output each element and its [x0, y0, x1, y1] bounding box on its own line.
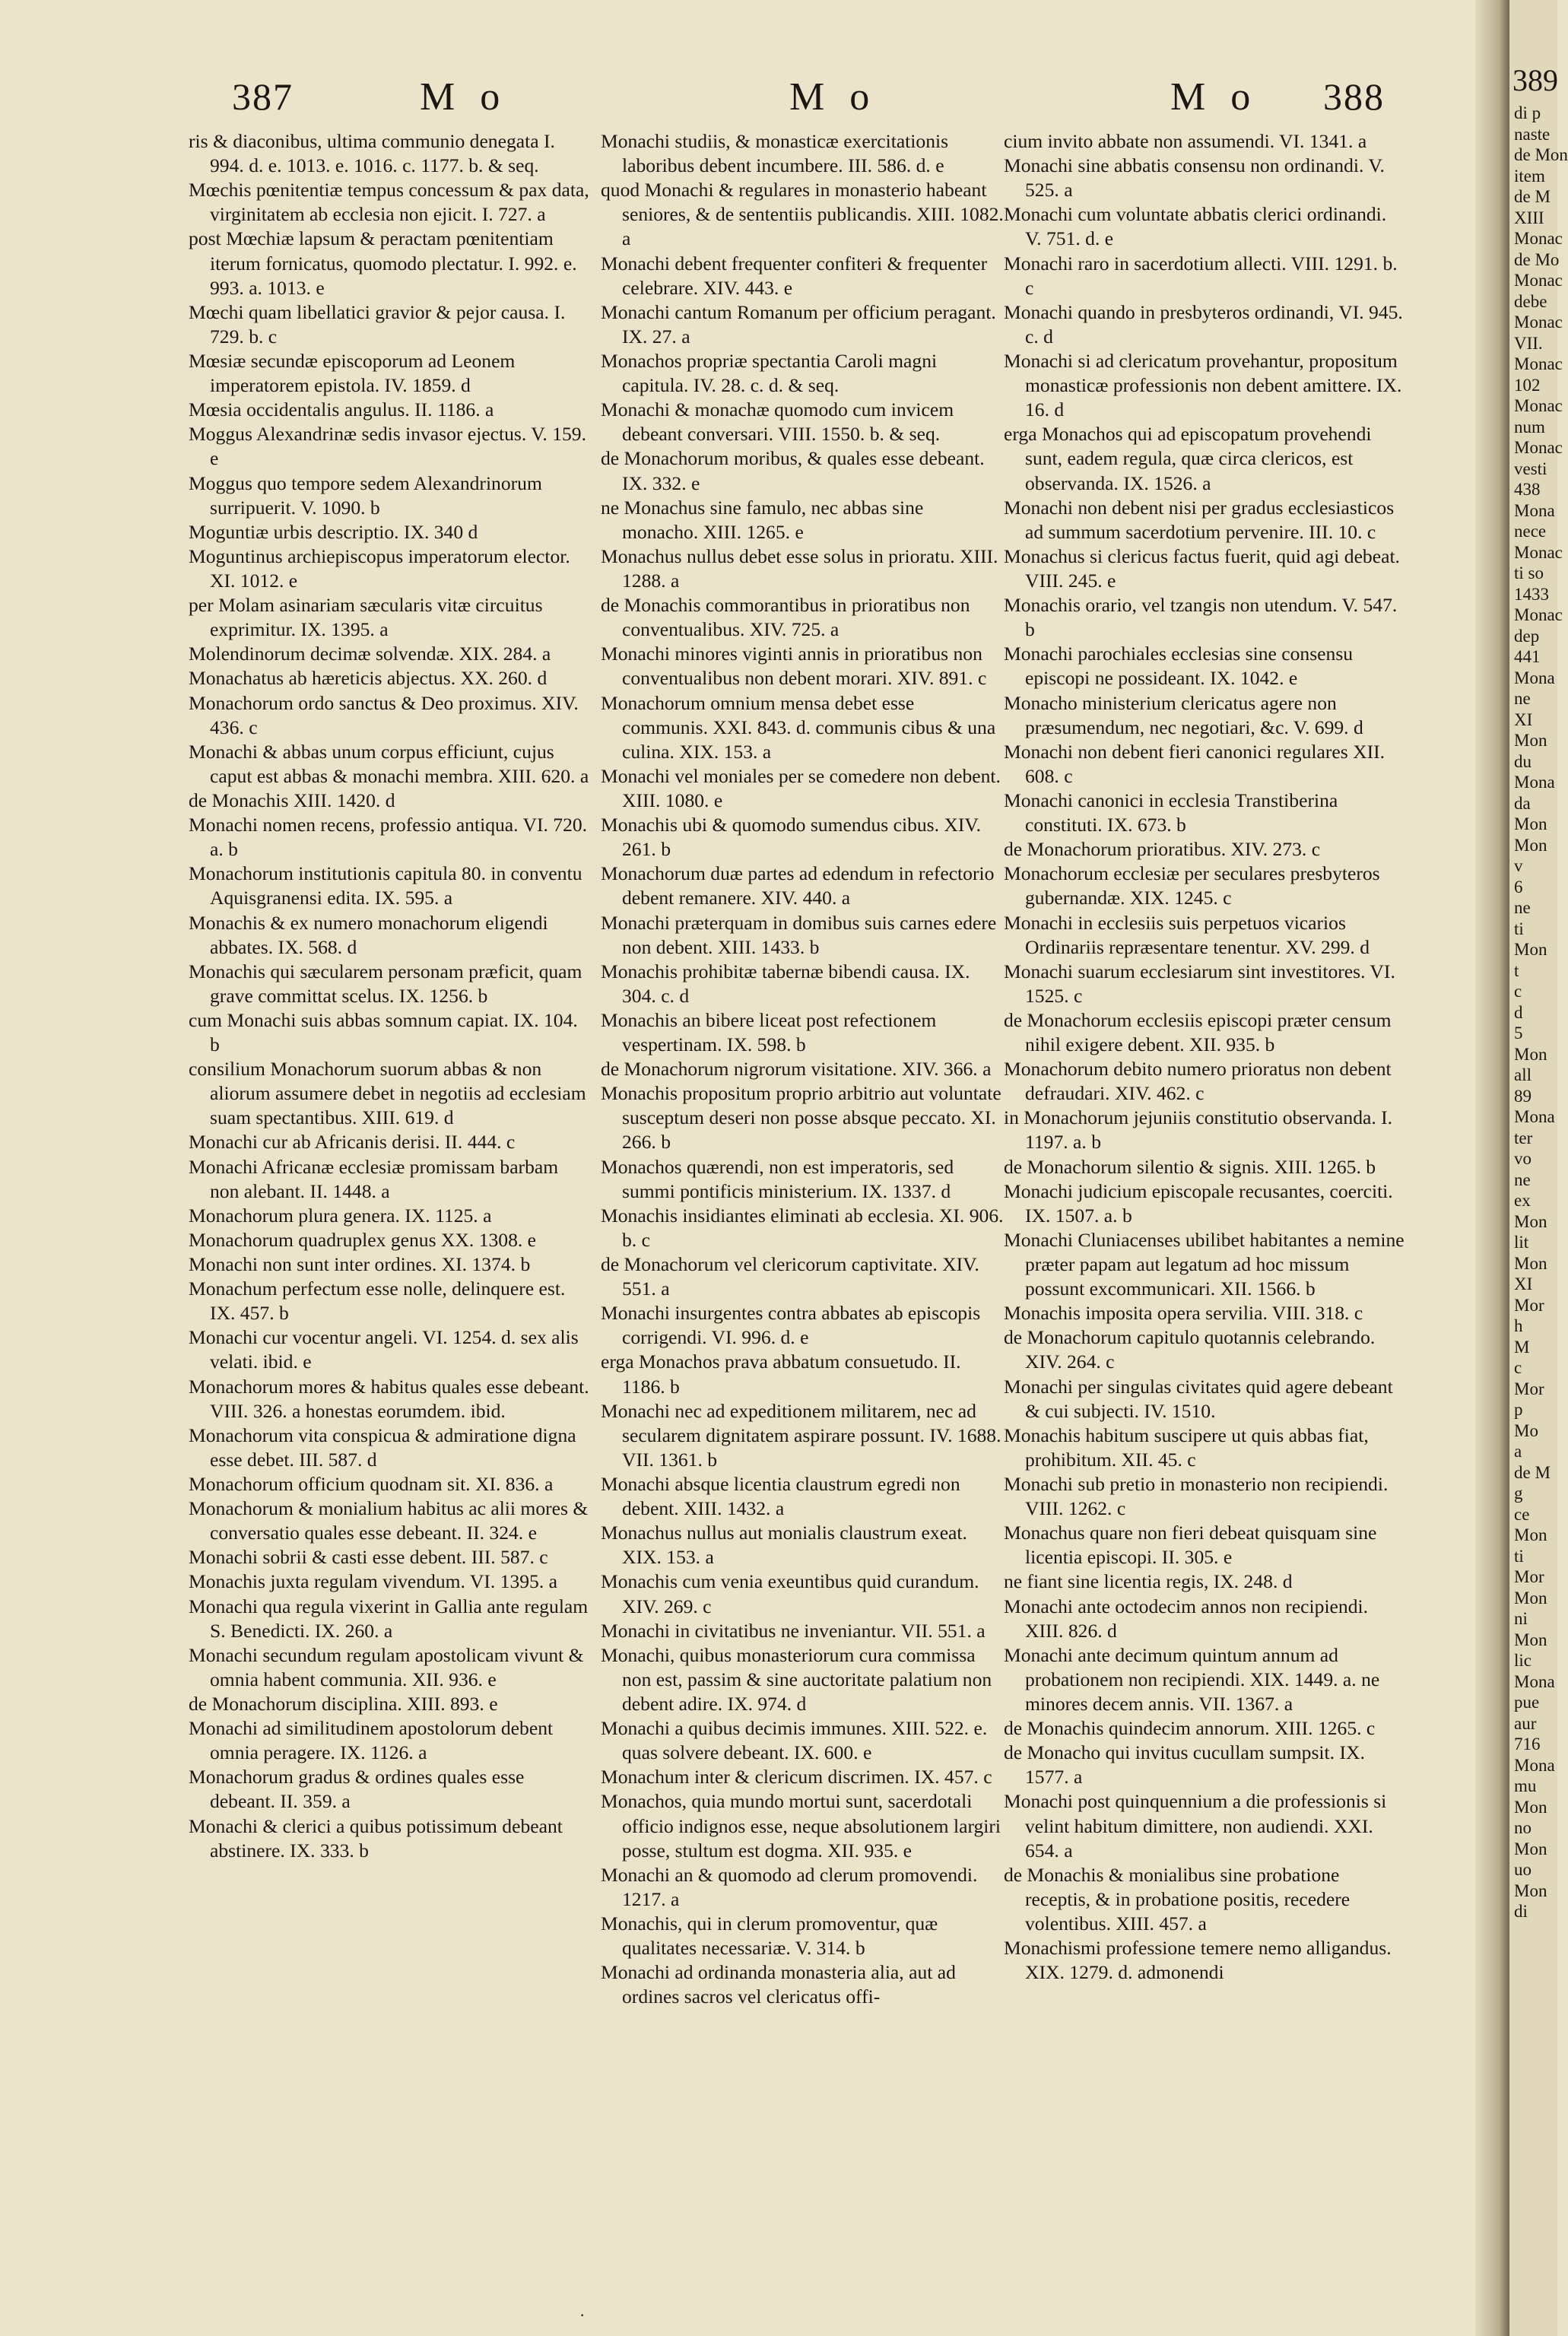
next-page-fragment: Monac: [1514, 229, 1563, 248]
next-page-fragment: Mor: [1514, 1567, 1544, 1586]
index-entry: Monachi quando in presbyteros ordinandi, VI. 945. c. d: [1004, 300, 1403, 348]
next-page-fragment: de Mon: [1514, 145, 1568, 164]
left-running-head: M o: [420, 75, 508, 119]
index-entry: Monachos propriæ spectantia Caroli magni capitula. IV. 28. c. d. & seq.: [601, 349, 938, 397]
next-page-fragment: Monac: [1514, 354, 1563, 373]
next-page-fragment: num: [1514, 417, 1545, 436]
next-page-fragment: 441: [1514, 647, 1541, 666]
index-entry: Monachorum officium quodnam sit. XI. 836. a: [189, 1473, 554, 1496]
next-page-fragment: debe: [1514, 291, 1547, 311]
index-entry: Monachum perfectum esse nolle, delinquere est. IX. 457. b: [189, 1278, 566, 1325]
next-page-fragment: item: [1514, 166, 1545, 186]
next-page-fragment: Monac: [1514, 605, 1563, 624]
next-page-fragment: Mon: [1514, 1525, 1547, 1544]
index-entry: Monachismi professione temere nemo alligandus. XIX. 1279. d. admonendi: [1004, 1937, 1392, 1984]
footer-mark: ·: [579, 2306, 586, 2325]
next-page-fragment: Monac: [1514, 313, 1563, 332]
next-page-fragment: ti so: [1514, 563, 1544, 582]
next-page-fragments: [1509, 103, 1568, 1922]
index-entry: Monachi sine abbatis consensu non ordinandi. V. 525. a: [1004, 154, 1385, 202]
next-page-fragment: vesti: [1514, 459, 1547, 478]
next-page-fragment: c: [1514, 982, 1522, 1001]
index-entry: ris & diaconibus, ultima communio denegata I. 994. d. e. 1013. e. 1016. c. 1177. b. & seq.: [189, 130, 555, 177]
index-entry: Monachi an & quomodo ad clerum promovendi. 1217. a: [601, 1863, 978, 1910]
next-page-fragment: Mon: [1514, 940, 1547, 959]
index-entry: Mœchi quam libellatici gravior & pejor causa. I. 729. b. c: [189, 300, 566, 348]
index-entry: Monachis juxta regulam vivendum. VI. 1395. a: [189, 1570, 558, 1593]
index-entry: Mœsiæ secundæ episcoporum ad Leonem imperatorem epistola. IV. 1859. d: [189, 349, 516, 397]
index-entry: Moggus quo tempore sedem Alexandrinorum surripuerit. V. 1090. b: [189, 471, 542, 519]
index-entry: Monachis propositum proprio arbitrio aut voluntate susceptum deseri non posse absque peccato. XI. 266. b: [601, 1082, 1001, 1154]
index-entry: de Monachorum silentio & signis. XIII. 1265. b: [1004, 1155, 1376, 1178]
next-page-fragment: Mon: [1514, 1630, 1547, 1649]
index-entry: Monachi non sunt inter ordines. XI. 1374. b: [189, 1253, 531, 1276]
next-page-fragment: 5: [1514, 1024, 1523, 1043]
index-entry: Monachorum mores & habitus quales esse debeant. VIII. 326. a honestas eorumdem. ibid.: [189, 1375, 589, 1422]
index-entry: Monachorum ecclesiæ per seculares presbyteros gubernandæ. XIX. 1245. c: [1004, 862, 1380, 909]
index-entry: Monachi suarum ecclesiarum sint investitores. VI. 1525. c: [1004, 960, 1395, 1007]
next-page-fragment: VII.: [1514, 333, 1543, 353]
index-entry: Monachi, quibus monasteriorum cura commissa non est, passim & sine auctoritate palatium non debent adire. IX. 974. d: [601, 1643, 992, 1715]
next-page-fragment: 716: [1514, 1735, 1541, 1754]
index-entry: consilium Monachorum suorum abbas & non aliorum assumere debet in negotiis ad ecclesiam suam spectantibus. XIII. 619. d: [189, 1058, 586, 1129]
next-page-fragment: di p: [1514, 103, 1541, 122]
next-page-fragment: Mon: [1514, 1839, 1547, 1858]
index-entry: Monachos quærendi, non est imperatoris, sed summi pontificis ministerium. IX. 1337. d: [601, 1155, 954, 1202]
next-page-fragment: Mon: [1514, 835, 1547, 855]
next-page-fragment: di: [1514, 1902, 1528, 1921]
index-entry: erga Monachos qui ad episcopatum provehendi sunt, eadem regula, quæ circa clericos, est observanda. IX. 1526. a: [1004, 423, 1372, 494]
index-entry: cum Monachi suis abbas somnum capiat. IX. 104. b: [189, 1008, 578, 1056]
index-entry: Monachorum duæ partes ad edendum in refectorio debent remanere. XIV. 440. a: [601, 862, 995, 909]
left-page-number: 387: [232, 75, 294, 118]
next-page-fragment: Mo: [1514, 1420, 1538, 1440]
next-page-fragment: Mon: [1514, 1044, 1547, 1064]
index-entry: Monachi & monachæ quomodo cum invicem debeant conversari. VIII. 1550. b. & seq.: [601, 398, 954, 446]
index-entry: Monachi sub pretio in monasterio non recipiendi. VIII. 1262. c: [1004, 1473, 1389, 1520]
next-page-fragment: mu: [1514, 1776, 1537, 1795]
index-entry: Monachus quare non fieri debeat quisquam sine licentia episcopi. II. 305. e: [1004, 1522, 1377, 1569]
next-page-fragment: XIII: [1514, 208, 1544, 227]
index-entry: Monachorum quadruplex genus XX. 1308. e: [189, 1228, 537, 1251]
index-entry: Monachi insurgentes contra abbates ab episcopis corrigendi. VI. 996. d. e: [601, 1302, 981, 1349]
index-entry: Monachis cum venia exeuntibus quid curandum. XIV. 269. c: [601, 1570, 979, 1617]
index-entry: de Monachorum nigrorum visitatione. XIV. 366. a: [601, 1058, 992, 1081]
next-page-fragment: XI: [1514, 1274, 1533, 1293]
next-page-fragment: da: [1514, 793, 1531, 813]
next-page-fragment: Mon: [1514, 731, 1547, 750]
index-entry: Monachis prohibitæ tabernæ bibendi causa. IX. 304. c. d: [601, 960, 970, 1007]
index-entry: Monachi per singulas civitates quid agere debeant & cui subjecti. IV. 1510.: [1004, 1375, 1393, 1422]
index-entry: Monachi ante octodecim annos non recipiendi. XIII. 826. d: [1004, 1595, 1369, 1642]
index-entry: per Molam asinariam sæcularis vitæ circuitus exprimitur. IX. 1395. a: [189, 594, 543, 641]
index-entry: Monachi nec ad expeditionem militarem, nec ad secularem dignitatem aspirare possunt. IV. 1688. VII. 1361. b: [601, 1399, 1001, 1471]
next-page-fragment: no: [1514, 1818, 1531, 1837]
next-page-fragment: aur: [1514, 1713, 1537, 1733]
index-entry: Mœchis pœnitentiæ tempus concessum & pax data, virginitatem ab ecclesia non ejicit. I. 727. a: [189, 179, 589, 226]
next-page-fragment: Monac: [1514, 542, 1563, 562]
index-entry: Monachi judicium episcopale recusantes, coerciti. IX. 1507. a. b: [1004, 1179, 1393, 1227]
right-running-head: M o: [1170, 75, 1259, 119]
index-entry: de Monachorum disciplina. XIII. 893. e: [189, 1693, 498, 1715]
index-entry: Monachi cur ab Africanis derisi. II. 444. c: [189, 1131, 516, 1154]
next-page-fragment: pue: [1514, 1693, 1540, 1712]
next-page-fragment: 102: [1514, 375, 1541, 395]
next-page-fragment: ce: [1514, 1504, 1530, 1524]
next-page-fragment: du: [1514, 751, 1531, 771]
next-page-fragment: nece: [1514, 522, 1547, 541]
index-entry: Monachus si clericus factus fuerit, quid agi debeat. VIII. 245. e: [1004, 544, 1400, 592]
next-page-fragment: ter: [1514, 1128, 1533, 1147]
next-page-fragment: de Mo: [1514, 249, 1560, 269]
next-page-fragment: Monac: [1514, 396, 1563, 415]
next-page-fragment: ti: [1514, 1546, 1524, 1566]
next-page-fragment: 438: [1514, 480, 1541, 499]
next-page-fragment: Mona: [1514, 773, 1555, 792]
next-page-fragment: ni: [1514, 1609, 1528, 1628]
next-page-fragment: 89: [1514, 1086, 1531, 1106]
index-entry: Monachorum institutionis capitula 80. in conventu Aquisgranensi edita. IX. 595. a: [189, 862, 582, 909]
next-page-fragment: t: [1514, 960, 1519, 980]
next-page-fragment: h: [1514, 1316, 1523, 1335]
index-entry: Monachorum gradus & ordines quales esse debeant. II. 359. a: [189, 1766, 525, 1813]
next-page-fragment: Monac: [1514, 438, 1563, 457]
next-page-fragment: Mon: [1514, 814, 1547, 833]
index-entry: Monachis insidiantes eliminati ab ecclesia. XI. 906. b. c: [601, 1204, 1004, 1251]
index-entry: de Monachis XIII. 1420. d: [189, 789, 395, 811]
index-entry: Monachi & abbas unum corpus efficiunt, cujus caput est abbas & monachi membra. XIII. 620. a: [189, 740, 589, 787]
index-entry: Monachi in ecclesiis suis perpetuos vicarios Ordinariis repræsentare tenentur. XV. 299. d: [1004, 911, 1370, 958]
index-entry: Monachos, quia mundo mortui sunt, sacerdotali officio indignos esse, neque absolutionem largiri posse, stultum est dogma. XII. 935. e: [601, 1790, 1001, 1862]
next-page-fragment: ti: [1514, 919, 1524, 938]
next-page-fragment: 1433: [1514, 584, 1549, 604]
next-page-fragment: lic: [1514, 1651, 1531, 1670]
index-entry: Monachi absque licentia claustrum egredi non debent. XIII. 1432. a: [601, 1473, 960, 1520]
index-entry: Monachi si ad clericatum provehantur, propositum monasticæ professionis non debent amittere. IX. 16. d: [1004, 349, 1402, 421]
next-page-fragment: Mon: [1514, 1211, 1547, 1231]
index-entry: Monachi cantum Romanum per officium peragant. IX. 27. a: [601, 300, 996, 348]
index-entry: Monachi cur vocentur angeli. VI. 1254. d. sex alis velati. ibid. e: [189, 1326, 579, 1373]
index-entry: Monachi studiis, & monasticæ exercitationis laboribus debent incumbere. III. 586. d. e: [601, 130, 949, 177]
index-entry: Monachis & ex numero monachorum eligendi abbates. IX. 568. d: [189, 911, 548, 958]
index-entry: de Monachorum ecclesiis episcopi præter censum nihil exigere debent. XII. 935. b: [1004, 1008, 1392, 1056]
index-entry: Mœsia occidentalis angulus. II. 1186. a: [189, 398, 494, 421]
next-page-fragment: lit: [1514, 1233, 1529, 1252]
index-entry: Monachi non debent fieri canonici regulares XII. 608. c: [1004, 740, 1385, 787]
next-page-number: 389: [1512, 63, 1558, 97]
center-running-head: M o: [789, 75, 878, 119]
index-entry: Monachorum & monialium habitus ac alii mores & conversatio quales esse debeant. II. 324. e: [189, 1497, 589, 1544]
adjacent-page-edge: [1509, 0, 1568, 2336]
index-entry: Monachi & clerici a quibus potissimum debeant abstinere. IX. 333. b: [189, 1814, 563, 1862]
next-page-fragment: de M: [1514, 1462, 1551, 1482]
index-entry: Monachi canonici in ecclesia Transtiberina constituti. IX. 673. b: [1004, 789, 1338, 836]
index-entry: post Mœchiæ lapsum & peractam pœnitentiam iterum fornicatus, quomodo plectatur. I. 992. e. 993. a. 1013. e: [189, 227, 577, 299]
next-page-fragment: Monac: [1514, 271, 1563, 290]
index-entry: de Monacho qui invitus cucullam sumpsit. IX. 1577. a: [1004, 1741, 1365, 1788]
index-entry: Monachi non debent nisi per gradus ecclesiasticos ad summum sacerdotium pervenire. III. 10. c: [1004, 496, 1395, 543]
next-page-fragment: ne: [1514, 689, 1531, 708]
next-page-fragment: Mon: [1514, 1797, 1547, 1817]
index-entry: Monachorum vita conspicua & admiratione digna esse debet. III. 587. d: [189, 1424, 576, 1471]
index-entry: Monachus nullus aut monialis claustrum exeat. XIX. 153. a: [601, 1522, 967, 1569]
next-page-fragment: Mona: [1514, 668, 1555, 687]
next-page-fragment: Mona: [1514, 1107, 1555, 1126]
next-page-fragment: g: [1514, 1484, 1523, 1503]
next-page-fragment: c: [1514, 1358, 1522, 1377]
next-page-fragment: ne: [1514, 898, 1531, 917]
index-entry: Monachi qua regula vixerint in Gallia ante regulam S. Benedicti. IX. 260. a: [189, 1595, 589, 1642]
index-entry: Monachi Cluniacenses ubilibet habitantes a nemine præter papam aut legatum ad hoc missum possunt excommunicari. XII. 1566. b: [1004, 1228, 1405, 1300]
index-entry: de Monachis commorantibus in prioratibus non conventualibus. XIV. 725. a: [601, 594, 970, 641]
index-entry: in Monachorum jejuniis constitutio observanda. I. 1197. a. b: [1004, 1106, 1393, 1154]
next-page-fragment: ne: [1514, 1170, 1531, 1189]
index-entry: Monachi parochiales ecclesias sine consensu episcopi ne possideant. IX. 1042. e: [1004, 643, 1354, 690]
index-entry: de Monachorum vel clericorum captivitate. XIV. 551. a: [601, 1253, 979, 1300]
next-page-fragment: all: [1514, 1065, 1531, 1084]
index-entry: Monachis, qui in clerum promoventur, quæ qualitates necessariæ. V. 314. b: [601, 1912, 938, 1960]
index-entry: Molendinorum decimæ solvendæ. XIX. 284. a: [189, 643, 551, 665]
index-entry: de Monachis & monialibus sine probatione receptis, & in probatione positis, recedere volentibus. XIII. 457. a: [1004, 1863, 1351, 1934]
index-entry: Monachi ad ordinanda monasteria alia, aut ad ordines sacros vel clericatus offi-: [601, 1961, 956, 2008]
index-entry: Monachi raro in sacerdotium allecti. VIII. 1291. b. c: [1004, 252, 1398, 299]
index-entry: Monachi nomen recens, professio antiqua. VI. 720. a. b: [189, 814, 588, 861]
next-page-fragment: Mona: [1514, 1755, 1555, 1775]
index-entry: Monachi præterquam in domibus suis carnes edere non debent. XIII. 1433. b: [601, 911, 997, 958]
index-entry: Monachis orario, vel tzangis non utendum. V. 547. b: [1004, 594, 1398, 641]
index-entry: Monachum inter & clericum discrimen. IX. 457. c: [601, 1766, 992, 1788]
index-entry: Monachis ubi & quomodo sumendus cibus. XIV. 261. b: [601, 814, 982, 861]
index-entry: Monachi in civitatibus ne inveniantur. VII. 551. a: [601, 1619, 986, 1642]
next-page-fragment: XI: [1514, 709, 1533, 729]
right-page-number: 388: [1323, 75, 1385, 118]
next-page-fragment: Mon: [1514, 1881, 1547, 1900]
next-page-fragment: uo: [1514, 1860, 1531, 1879]
next-page-fragment: ex: [1514, 1191, 1531, 1210]
next-page-fragment: Mona: [1514, 1671, 1555, 1691]
index-entry: Monachorum debito numero prioratus non debent defraudari. XIV. 462. c: [1004, 1058, 1392, 1105]
index-entry: Monachis qui sæcularem personam præficit, quam grave committat scelus. IX. 1256. b: [189, 960, 582, 1007]
index-entry: Monachi sobrii & casti esse debent. III. 587. c: [189, 1546, 548, 1569]
index-entry: Monachi ad similitudinem apostolorum debent omnia peragere. IX. 1126. a: [189, 1717, 554, 1764]
next-page-fragment: a: [1514, 1442, 1522, 1461]
index-entry: de Monachorum capitulo quotannis celebrando. XIV. 264. c: [1004, 1326, 1376, 1373]
index-entry: Monachis imposita opera servilia. VIII. 318. c: [1004, 1302, 1363, 1325]
index-entry: Moguntiæ urbis descriptio. IX. 340 d: [189, 520, 478, 543]
index-entry: ne Monachus sine famulo, nec abbas sine monacho. XIII. 1265. e: [601, 496, 924, 543]
next-page-fragment: Mor: [1514, 1295, 1544, 1315]
index-entry: Monachorum plura genera. IX. 1125. a: [189, 1204, 492, 1227]
index-entry: Monachis an bibere liceat post refectionem vespertinam. IX. 598. b: [601, 1008, 937, 1056]
next-page-fragment: vo: [1514, 1149, 1531, 1168]
next-page-fragment: d: [1514, 1002, 1523, 1022]
index-entry: cium invito abbate non assumendi. VI. 1341. a: [1004, 130, 1367, 152]
next-page-fragment: p: [1514, 1400, 1523, 1419]
index-entry: de Monachis quindecim annorum. XIII. 1265. c: [1004, 1717, 1376, 1740]
index-entry: Monachorum omnium mensa debet esse communis. XXI. 843. d. communis cibus & una culina. XIX. 153. a: [601, 691, 996, 763]
index-entry: Monachi secundum regulam apostolicam vivunt & omnia habent communia. XII. 936. e: [189, 1643, 584, 1690]
index-column-2: [601, 129, 1004, 2009]
index-entry: Monachi a quibus decimis immunes. XIII. 522. e. quas solvere debeant. IX. 600. e: [601, 1717, 988, 1764]
index-entry: Moguntinus archiepiscopus imperatorum elector. XI. 1012. e: [189, 544, 570, 592]
index-entry: Monachi cum voluntate abbatis clerici ordinandi. V. 751. d. e: [1004, 203, 1387, 250]
index-entry: ne fiant sine licentia regis, IX. 248. d: [1004, 1570, 1293, 1593]
next-page-fragment: dep: [1514, 626, 1540, 646]
index-entry: erga Monachos prava abbatum consuetudo. II. 1186. b: [601, 1350, 961, 1398]
index-entry: Monachatus ab hæreticis abjectus. XX. 260. d: [189, 667, 548, 690]
index-entry: Monachi Africanæ ecclesiæ promissam barbam non alebant. II. 1448. a: [189, 1155, 559, 1202]
next-page-fragment: Mor: [1514, 1379, 1544, 1398]
index-entry: Monacho ministerium clericatus agere non præsumendum, nec negotiari, &c. V. 699. d: [1004, 691, 1363, 738]
index-entry: Monachi debent frequenter confiteri & frequenter celebrare. XIV. 443. e: [601, 252, 988, 299]
next-page-fragment: 6: [1514, 877, 1523, 897]
index-column-3: [1004, 129, 1407, 1985]
next-page-fragment: naste: [1514, 124, 1551, 144]
next-page-fragment: M: [1514, 1337, 1530, 1357]
index-entry: quod Monachi & regulares in monasterio habeant seniores, & de sententiis publicandis. XIII. 1082. a: [601, 179, 1004, 250]
index-entry: Monachis habitum suscipere ut quis abbas fiat, prohibitum. XII. 45. c: [1004, 1424, 1369, 1471]
index-entry: Monachus nullus debet esse solus in prioratu. XIII. 1288. a: [601, 544, 998, 592]
index-entry: Moggus Alexandrinæ sedis invasor ejectus. V. 159. e: [189, 423, 586, 470]
index-entry: Monachi ante decimum quintum annum ad probationem non recipiendi. XIX. 1449. a. ne minores decem annis. VII. 1367. a: [1004, 1643, 1380, 1715]
index-entry: Monachorum ordo sanctus & Deo proximus. XIV. 436. c: [189, 691, 579, 738]
next-page-fragment: Mon: [1514, 1253, 1547, 1273]
index-column-1: [189, 129, 592, 1863]
next-page-fragment: v: [1514, 856, 1523, 875]
next-page-fragment: Mona: [1514, 500, 1555, 520]
index-entry: Monachi post quinquennium a die professionis si velint habitum dimittere, non audiendi. XXI. 654. a: [1004, 1790, 1387, 1862]
next-page-fragment: de M: [1514, 187, 1551, 206]
index-entry: de Monachorum moribus, & quales esse debeant. IX. 332. e: [601, 447, 985, 494]
next-page-fragment: Mon: [1514, 1588, 1547, 1608]
index-entry: Monachi minores viginti annis in prioratibus non conventualibus non debent morari. XIV. 891. c: [601, 643, 987, 690]
book-gutter: [1475, 0, 1509, 2336]
index-entry: de Monachorum prioratibus. XIV. 273. c: [1004, 838, 1321, 861]
index-entry: Monachi vel moniales per se comedere non debent. XIII. 1080. e: [601, 764, 1001, 811]
